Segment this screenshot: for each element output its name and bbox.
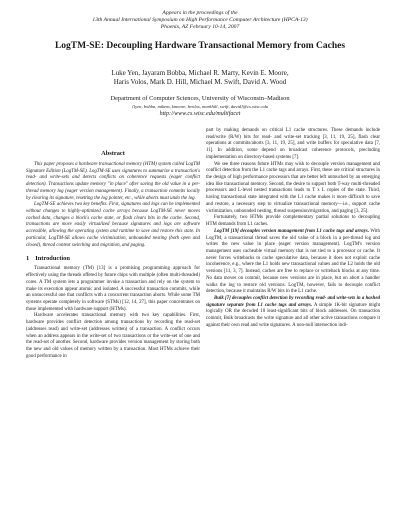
abstract-paragraph-1: This paper proposes a hardware transactional memory (HTM) system called LogTM Signature Edition (LogTM-SE). LogTM-SE uses signatures to summarize a transaction's read- and write-sets and detects conflicts on coherence requests (eager conflict detection). Transactions update memory "in place" after saving the old value in a per-thread memory log (eager version management). Finally, a transaction commits locally by clearing its signature, resetting the log pointer, etc., while aborts must undo the log.: [26, 162, 200, 201]
right-paragraph-1: part by making demands on critical L1 cache structures. These demands include read/write (R/W) bits for read- and write-set tracking [3, 11, 19, 25], flash clear operations at commits/aborts [3, 11, 19, 25], and write buffers for speculative data [7, 11]. In addition, some depend on broadcast coherence protocols, precluding implementation on directory-based systems [7].: [206, 128, 380, 160]
left-column: [26, 150, 200, 360]
right-paragraph-5: [206, 296, 380, 330]
authors-line-2: Haris Volos, Mark D. Hill, Michael M. Swift, David A. Wood: [113, 78, 287, 87]
right-paragraph-3: Fortunately, two HTMs provide complementary partial solutions to decoupling HTM demands from L1 caches.: [206, 215, 380, 228]
venue-notice: [0, 10, 400, 32]
paper-title: LogTM-SE: Decoupling Hardware Transactional Memory from Caches: [54, 41, 346, 51]
intro-paragraph-1: Transactional memory (TM) [13] is a promising programming approach for effectively using the threads offered by future chips with multiple (often multi-threaded) cores. A TM system lets a programmer invoke a transaction and rely on the system to make its execution appear atomic and isolated. A successful transaction commits, while an unsuccessful one that conflicts with a concurrent transaction aborts. While some TM systems operate completely in software (STMs) [12, 14, 27], this paper concentrates on those implemented with hardware support (HTMs).: [26, 266, 200, 312]
abstract-heading: Abstract: [101, 150, 125, 157]
affiliation-block: [0, 95, 400, 118]
right-paragraph-2: We see three reasons future HTMs may wish to decouple version management and conflict detection from the L1 cache tags and arrays. First, these are critical structures in the design of high performance processors that are better left untouched by an emerging idea like transactional memory. Second, the desire to support both T-way multi-threaded processors and L-level nested transactions leads to T x L copies of the state. Third, having transactional state integrated with the L1 cache makes it more difficult to save and restore, a necessary step to virtualize transactional memory—i.e., support cache victimization, unbounded nesting, thread suspension/migration, and paging [3, 25].: [206, 161, 380, 214]
authors-line-1: Luke Yen, Jayaram Bobba, Michael R. Marty, Kevin E. Moore,: [111, 69, 289, 77]
right-column: [206, 128, 380, 330]
intro-paragraph-2: Hardware accelerates transactional memory with two key capabilities. First, hardware provides conflict detection among transactions by recording the read-set (addresses read) and write-set (addresses written) of a transaction. A conflict occurs when an address appears in the write-set of two transactions or the write-set of one and the read-set of another. Second, hardware provides version management by storing both the new and old values of memory written by a transaction. Most HTMs achieve their good performance in: [26, 313, 200, 359]
department: Department of Computer Sciences, University of Wisconsin–Madison: [110, 95, 290, 102]
venue-line-1: Appears in the proceedings of the: [162, 10, 238, 16]
venue-line-2: 13th Annual International Symposium on High Performance Computer Architecture (HPCA-13): [92, 17, 308, 24]
right-paragraph-4: [206, 229, 380, 296]
author-list: [0, 69, 400, 87]
venue-line-3: Phoenix, AZ February 10-14, 2007: [160, 24, 240, 31]
author-emails: {lyen, bobba, mikem, kmoore, hvolos, markhill, swift, david}@cs.wisc.edu: [131, 103, 269, 109]
bulk-lead: Bulk [7] decouples conflict detection by recording read- and write-sets in a hashed signature separate from L1 cache tags and arrays.: [206, 295, 380, 308]
bulk-body: A simple 1K-bit signature might logically OR the decoded 10 least-significant bits of block addresses. On transaction commit, Bulk broadcasts the write signature and all other active transactions compare it against their own read and write signatures. A non-null intersection indi-: [206, 302, 380, 328]
section-heading-introduction: [26, 255, 200, 263]
section-number: 1: [26, 255, 30, 263]
logtm-body: With LogTM, a transactional thread saves the old value of a block in a per-thread log and writes the new value in place (eager version management). LogTM's version management uses cacheable virtual memory that is not tied to a processor or cache. It never forces writebacks to cache speculative data, because it does not exploit cache incoherence, e.g., where the L1 holds new transactional values and the L2 holds the old versions [11, 3, 7]. Instead, caches are free to replace or writeback blocks at any time. No data moves on commit, because new versions are in place, but on abort a handler walks the log to restore old versions. LogTM, however, fails to decouple conflict detection, because it maintains R/W bits in the L1 cache.: [206, 228, 380, 295]
logtm-lead: LogTM [19] decouples version management from L1 cache tags and arrays.: [214, 228, 370, 234]
project-url: http://www.cs.wisc.edu/multifacet: [159, 110, 241, 117]
abstract-paragraph-2: LogTM-SE achieves two key benefits. First, signatures and logs can be implemented without changes to highly-optimized cache arrays because LogTM-SE never moves cached data, changes a block's cache state, or flash clears bits in the cache. Second, transactions are more easily virtualized because signatures and logs are software accessible, allowing the operating system and runtime to save and restore this state. In particular, LogTM-SE allows cache victimization, unbounded nesting (both open and closed), thread context switching and migration, and paging.: [26, 202, 200, 248]
section-title: Introduction: [35, 255, 70, 263]
